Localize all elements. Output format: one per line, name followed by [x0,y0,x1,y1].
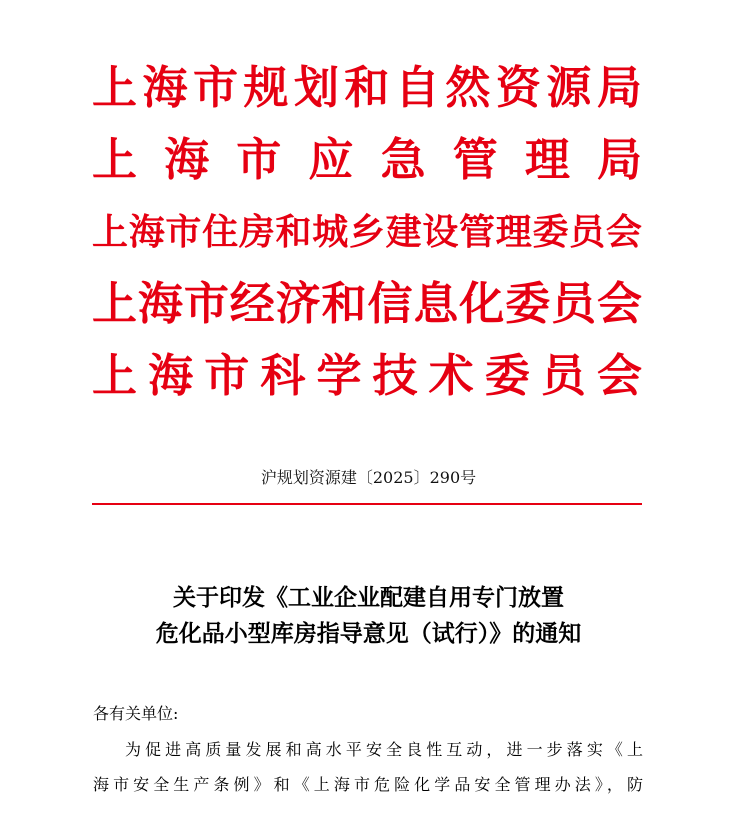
agency-char: 市 [183,277,229,330]
agency-char: 学 [316,349,362,402]
agency-char: 自 [394,61,440,114]
agency-char: 信 [367,277,413,330]
agency-char: 市 [192,61,238,114]
agency-char: 市 [165,211,202,253]
agency-char: 上 [92,277,138,330]
agency-char: 上 [92,133,138,186]
agency-char: 员 [551,277,597,330]
agency-char: 市 [204,349,250,402]
agency-char: 委 [532,211,569,253]
agency-char: 息 [413,277,459,330]
agency-char: 急 [380,133,426,186]
agency-char: 委 [484,349,530,402]
agency-name [92,340,642,412]
document-title [0,580,737,652]
agency-char: 理 [524,133,570,186]
title-line-2: 危化品小型库房指导意见（试行）》的通知 [155,620,582,647]
agency-char: 员 [569,211,606,253]
agency-char: 乡 [348,211,385,253]
agency-name [92,196,642,268]
agency-char: 城 [312,211,349,253]
agency-char: 住 [202,211,239,253]
title-line-1: 关于印发《工业企业配建自用专门放置 [173,584,564,611]
body-paragraph-line-2: 海市安全生产条例》和《上海市危险化学品安全管理办法》，防 [93,775,643,794]
agency-char: 理 [495,211,532,253]
agency-char: 术 [428,349,474,402]
agency-char: 和 [344,61,390,114]
agency-char: 规 [243,61,289,114]
agency-char: 建 [385,211,422,253]
agency-char: 和 [321,277,367,330]
agency-char: 应 [308,133,354,186]
agency-char: 化 [459,277,505,330]
agency-char: 济 [275,277,321,330]
agency-char: 会 [596,277,642,330]
agency-name [92,268,642,340]
agency-char: 源 [546,61,592,114]
agency-char: 海 [137,277,183,330]
agency-char: 房 [238,211,275,253]
agency-char: 海 [164,133,210,186]
agency-char: 技 [372,349,418,402]
agency-char: 管 [459,211,496,253]
agency-char: 局 [596,133,642,186]
agency-char: 海 [128,211,165,253]
body-paragraph-line-1: 为促进高质量发展和高水平安全良性互动，进一步落实《上 [125,740,643,759]
agency-char: 海 [148,349,194,402]
agency-char: 上 [92,211,129,253]
agency-char: 和 [275,211,312,253]
agency-char: 海 [142,61,188,114]
agency-char: 上 [92,61,138,114]
agency-name [92,124,642,196]
agency-char: 委 [505,277,551,330]
agency-char: 员 [540,349,586,402]
agency-char: 会 [605,211,642,253]
issuing-agencies-header [92,52,642,412]
agency-char: 市 [236,133,282,186]
agency-char: 然 [445,61,491,114]
agency-char: 管 [452,133,498,186]
agency-char: 科 [260,349,306,402]
agency-char: 资 [495,61,541,114]
agency-char: 设 [422,211,459,253]
agency-char: 会 [596,349,642,402]
header-divider [92,503,642,505]
agency-char: 局 [596,61,642,114]
agency-name [92,52,642,124]
document-number: 沪规划资源建〔2025〕290号 [260,468,477,487]
agency-char: 上 [92,349,138,402]
agency-char: 经 [229,277,275,330]
salutation: 各有关单位: [93,704,179,723]
agency-char: 划 [293,61,339,114]
